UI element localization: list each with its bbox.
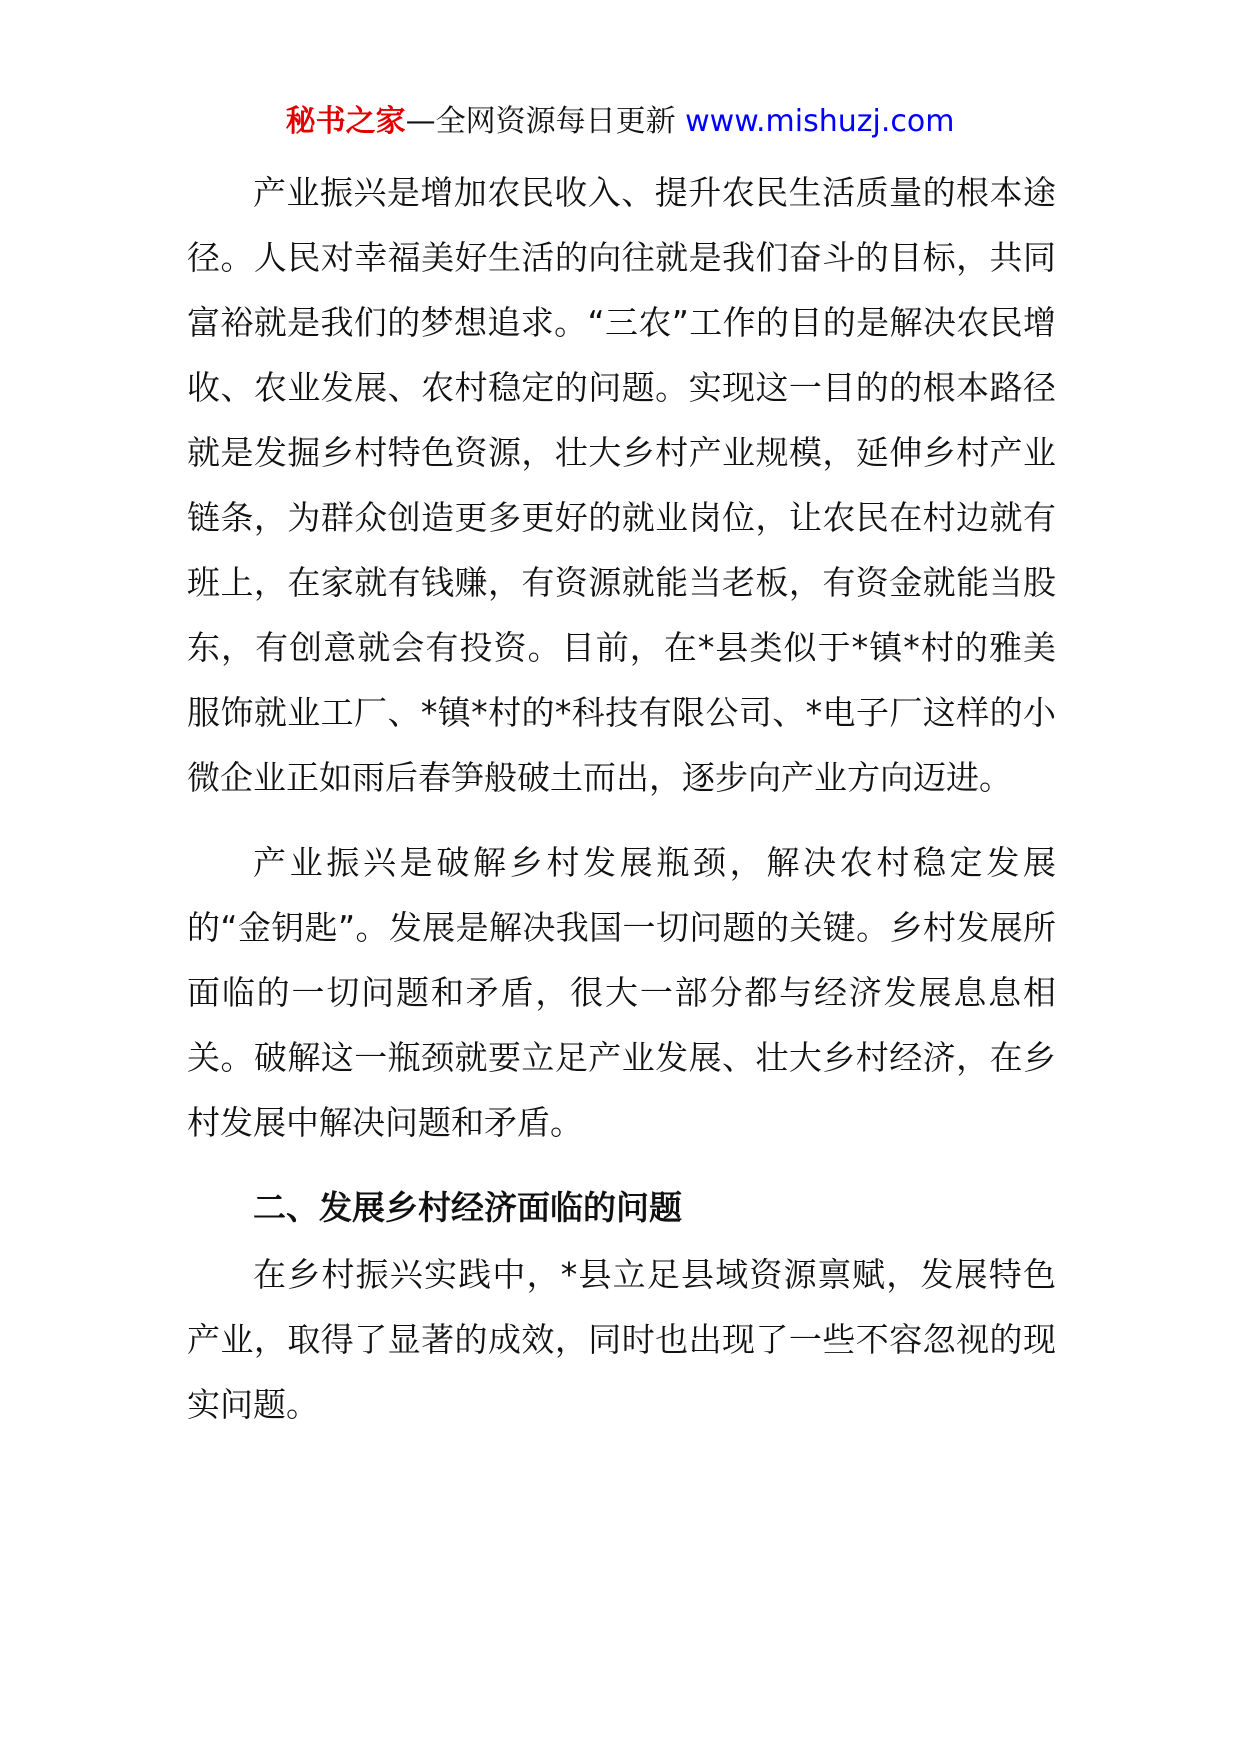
paragraph-2: 产业振兴是破解乡村发展瓶颈，解决农村稳定发展的“金钥匙”。发展是解决我国一切问题的关键。乡村发展所面临的一切问题和矛盾，很大一部分都与经济发展息息相关。破解这一瓶颈就要立足产业发展、壮大乡村经济，在乡村发展中解决问题和矛盾。 — [187, 843, 1056, 1142]
document-body — [187, 160, 1056, 1437]
paragraph-3: 在乡村振兴实践中，*县立足县域资源禀赋，发展特色产业，取得了显著的成效，同时也出现了一些不容忽视的现实问题。 — [187, 1255, 1056, 1424]
site-link[interactable]: www.mishuzj.com — [685, 104, 955, 139]
section-heading: 二、发展乡村经济面临的问题 — [253, 1188, 682, 1227]
header-tagline: —全网资源每日更新 — [405, 104, 676, 139]
paragraph-1: 产业振兴是增加农民收入、提升农民生活质量的根本途径。人民对幸福美好生活的向往就是我们奋斗的目标，共同富裕就是我们的梦想追求。“三农”工作的目的是解决农民增收、农业发展、农村稳定的问题。实现这一目的的根本路径就是发掘乡村特色资源，壮大乡村产业规模，延伸乡村产业链条，为群众创造更多更好的就业岗位，让农民在村边就有班上，在家就有钱赚，有资源就能当老板，有资金就能当股东，有创意就会有投资。目前，在*县类似于*镇*村的雅美服饰就业工厂、*镇*村的*科技有限公司、*电子厂这样的小微企业正如雨后春笋般破土而出，逐步向产业方向迈进。 — [187, 173, 1056, 797]
page-header — [0, 100, 1240, 144]
brand-name: 秘书之家 — [285, 104, 406, 139]
